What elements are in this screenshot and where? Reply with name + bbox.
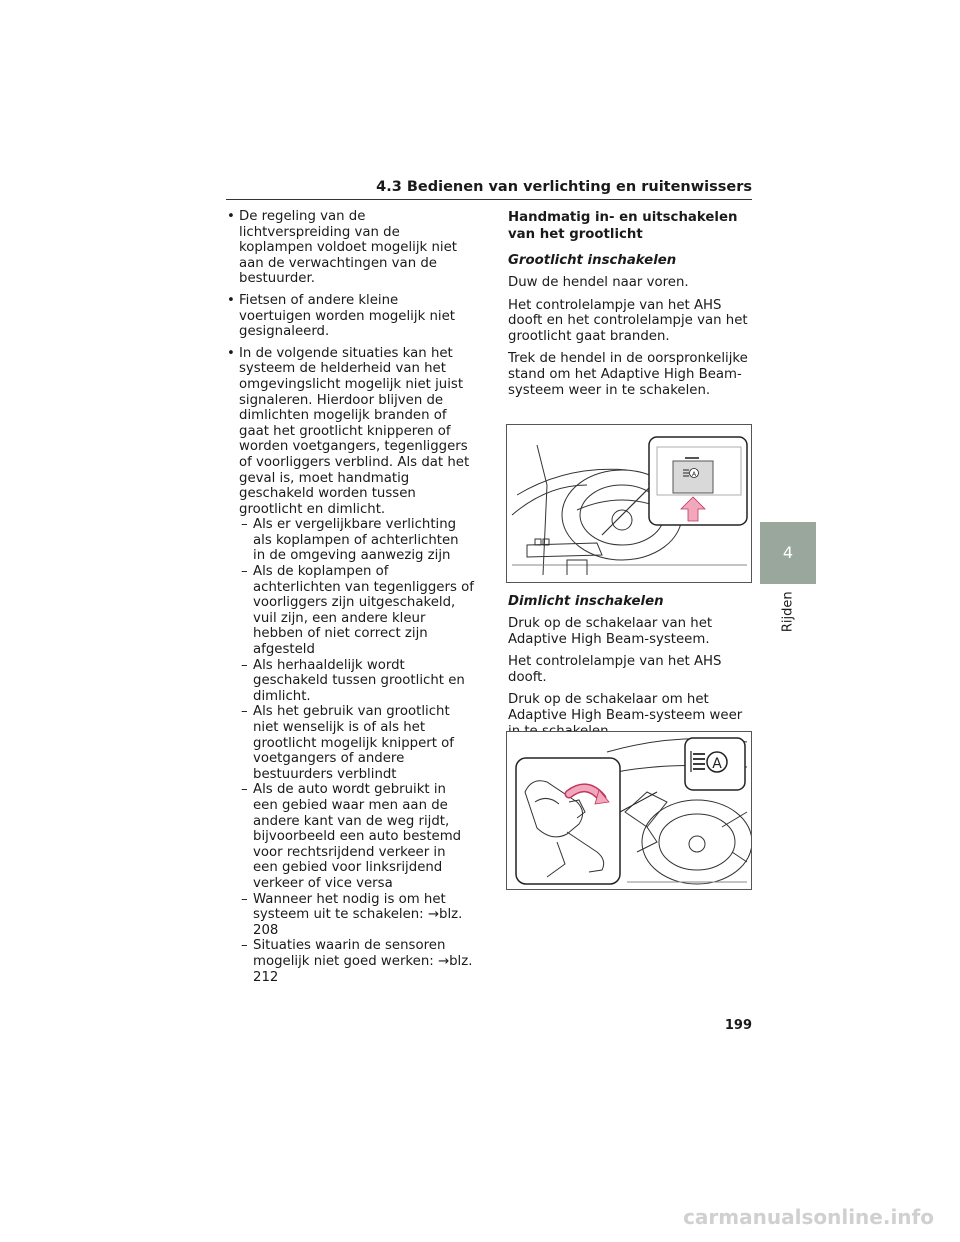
switch-illustration — [507, 732, 751, 889]
page-header-title: 4.3 Bedienen van verlichting en ruitenwissers — [376, 179, 752, 195]
figure-lever-push — [506, 424, 752, 583]
figure-switch-press — [506, 731, 752, 890]
bullet-item: • De regeling van de lichtverspreiding van de koplampen voldoet mogelijk niet aan de verwachtingen van de bestuurder. — [226, 209, 474, 287]
sub-item: – Als het gebruik van grootlicht niet wenselijk is of als het grootlicht mogelijk knippert of voetgangers of andere bestuurders verblindt — [239, 704, 474, 782]
header-rule — [226, 199, 752, 200]
sub-list — [239, 517, 474, 985]
sub-item: – Situaties waarin de sensoren mogelijk niet goed werken: →blz. 212 — [239, 938, 474, 985]
dashboard-illustration — [507, 425, 751, 582]
paragraph: Druk op de schakelaar om het Adaptive High Beam-systeem weer — [508, 692, 743, 723]
sub-item: – Als herhaaldelijk wordt geschakeld tussen grootlicht en dimlicht. — [239, 658, 474, 705]
subheading-high-beam: Grootlicht inschakelen — [508, 253, 677, 268]
sub-item: – Wanneer het nodig is om het systeem uit te schakelen: →blz. 208 — [239, 892, 474, 939]
chapter-label-box — [760, 588, 816, 636]
ahs-badge-text: A — [712, 756, 722, 772]
chapter-number: 4 — [782, 543, 794, 563]
right-section-2 — [508, 594, 756, 746]
watermark: carmanualsonline.info — [683, 1205, 934, 1229]
bullet-item-text: In de volgende situaties kan het systeem de helderheid van het omgevingslicht mogelijk niet juist signaleren. Hierdoor blijven de dimlichten mogelijk branden of gaat het grootlicht knipperen of worden voetgangers, tegenliggers of voorliggers verblind. Als dat het geval is, moet handmatig geschakeld worden tussen grootlicht en dimlicht. — [239, 345, 470, 517]
paragraph: Het controlelampje van het AHS dooft. — [508, 654, 722, 685]
sub-item: – Als de auto wordt gebruikt in een gebied waar men aan de andere kant van de weg rijdt, bijvoorbeeld een auto bestemd voor rechtsrijdend verkeer in een gebied voor linksrijdend verkeer of vice versa — [239, 782, 474, 891]
bullet-list — [226, 209, 474, 985]
paragraph: Het controlelampje van het AHS dooft en het controlelampje van het grootlicht gaat branden. — [508, 297, 748, 344]
ahs-badge-text: A — [691, 471, 697, 478]
page-number: 199 — [724, 1018, 752, 1033]
chapter-tab — [760, 522, 816, 584]
bullet-item: • Fietsen of andere kleine voertuigen worden mogelijk niet gesignaleerd. — [226, 293, 474, 340]
subheading-low-beam: Dimlicht inschakelen — [508, 594, 664, 609]
sub-item: – Als er vergelijkbare verlichting als koplampen of achterlichten in de omgeving aanwezig zijn — [239, 517, 474, 564]
bullet-item — [226, 346, 474, 985]
section-heading: Handmatig in- en uitschakelen van het grootlicht — [508, 210, 738, 242]
paragraph: Duw de hendel naar voren. — [508, 275, 689, 290]
paragraph: Druk op de schakelaar van het Adaptive High Beam-systeem. — [508, 616, 713, 647]
paragraph: Trek de hendel in de oorspronkelijke stand om het Adaptive High Beam-systeem weer in te schakelen. — [508, 351, 748, 398]
left-column — [226, 209, 474, 991]
right-column — [508, 209, 756, 405]
sub-item: – Als de koplampen of achterlichten van tegenliggers of voorliggers zijn uitgeschakeld, vuil zijn, een andere kleur hebben of niet correct zijn afgesteld — [239, 564, 474, 658]
chapter-label: Rijden — [780, 591, 796, 633]
ahs-switch-icon — [683, 469, 699, 478]
